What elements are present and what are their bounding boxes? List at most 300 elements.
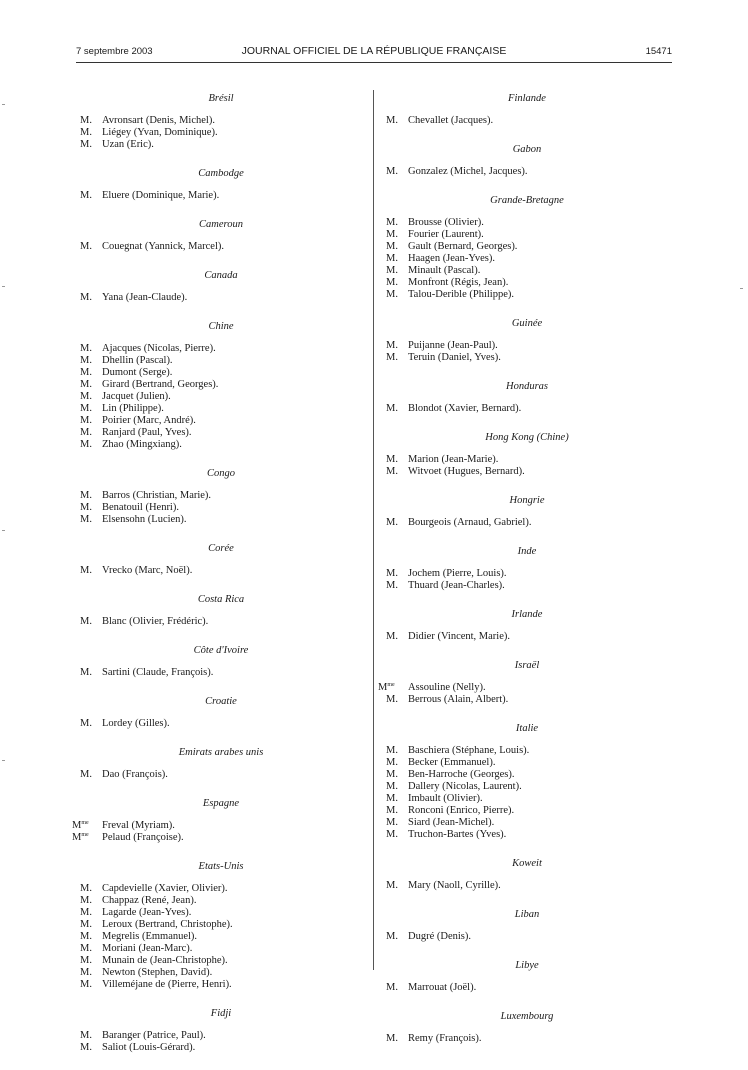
civility-title [80,955,102,967]
civility-abbrev: M. [386,781,398,792]
country-heading: Grande-Bretagne [490,195,564,206]
civility-abbrev: M. [386,769,398,780]
civility-title [80,667,102,679]
civility-title [80,115,102,127]
person-name: Jochem (Pierre, Louis). [408,568,507,579]
list-item [386,805,668,817]
country-heading: Croatie [205,696,237,707]
person-name: Minault (Pascal). [408,265,481,276]
civility-abbrev: M. [386,568,398,579]
person-name: Ajacques (Nicolas, Pierre). [102,343,216,354]
civility-abbrev: M. [80,427,92,438]
civility-abbrev: M. [386,880,398,891]
civility-abbrev: M [72,820,82,831]
person-name: Lin (Philippe). [102,403,164,414]
person-name: Yana (Jean-Claude). [102,292,188,303]
civility-title [386,817,408,829]
list-item [80,292,362,304]
civility-title [386,466,408,478]
person-name: Gault (Bernard, Georges). [408,241,518,252]
person-name: Girard (Bertrand, Georges). [102,379,219,390]
person-name: Ben-Harroche (Georges). [408,769,515,780]
list-item [80,343,362,355]
person-name: Baranger (Patrice, Paul). [102,1030,206,1041]
list-item [386,229,668,241]
entry-list [386,568,668,592]
person-name: Saliot (Louis-Gérard). [102,1042,196,1053]
civility-abbrev: M. [386,115,398,126]
civility-title [72,820,102,832]
civility-title [386,517,408,529]
civility-abbrev: M. [386,241,398,252]
civility-abbrev: M. [386,289,398,300]
civility-title [386,241,408,253]
list-item [386,289,668,301]
country-heading: Costa Rica [197,594,245,605]
list-item [378,682,668,694]
list-item [386,781,668,793]
civility-title [80,343,102,355]
civility-abbrev: M. [386,745,398,756]
civility-abbrev: M. [80,115,92,126]
civility-title [386,1033,408,1045]
person-name: Poirier (Marc, André). [102,415,196,426]
person-name: Dallery (Nicolas, Laurent). [408,781,522,792]
civility-title [80,1042,102,1054]
person-name: Bourgeois (Arnaud, Gabriel). [408,517,532,528]
civility-title [80,919,102,931]
list-item [80,1030,362,1042]
civility-abbrev: M. [80,979,92,990]
person-name: Elsensohn (Lucien). [102,514,187,525]
entry-list [386,880,668,892]
civility-title [386,805,408,817]
civility-title [386,217,408,229]
civility-abbrev: M. [80,895,92,906]
civility-title [80,367,102,379]
civility-title [386,745,408,757]
civility-abbrev: M. [386,352,398,363]
list-item [80,439,362,451]
entry-list [80,565,362,577]
civility-abbrev: M. [80,1042,92,1053]
journal-title: JOURNAL OFFICIEL DE LA RÉPUBLIQUE FRANÇAISE [241,45,507,57]
list-item [80,355,362,367]
person-name: Chappaz (René, Jean). [102,895,197,906]
civility-abbrev: M. [386,757,398,768]
person-name: Teruin (Daniel, Yves). [408,352,501,363]
country-heading: Inde [517,546,537,557]
person-name: Lagarde (Jean-Yves). [102,907,192,918]
civility-title [80,514,102,526]
list-item [80,502,362,514]
person-name: Siard (Jean-Michel). [408,817,495,828]
country-heading: Honduras [505,381,548,392]
list-item [80,391,362,403]
person-name: Witvoet (Hugues, Bernard). [408,466,525,477]
list-item [386,517,668,529]
civility-title [80,190,102,202]
person-name: Marion (Jean-Marie). [408,454,499,465]
scan-mark [2,760,5,761]
civility-title [80,943,102,955]
list-item [386,757,668,769]
country-heading: Emirats arabes unis [178,747,264,758]
list-item [386,880,668,892]
country-heading: Guinée [511,318,543,329]
civility-title [386,253,408,265]
list-item [386,817,668,829]
country-heading: Congo [206,468,235,479]
civility-abbrev: M. [80,616,92,627]
list-item [386,241,668,253]
civility-title [80,403,102,415]
list-item [80,769,362,781]
civility-abbrev: M. [386,580,398,591]
civility-abbrev: M. [386,217,398,228]
list-item [80,115,362,127]
list-item [72,820,362,832]
civility-abbrev: M. [80,379,92,390]
person-name: Uzan (Eric). [102,139,154,150]
country-heading: Cameroun [199,219,243,230]
person-name: Vrecko (Marc, Noël). [102,565,193,576]
list-item [386,115,668,127]
civility-superscript: me [81,820,89,826]
list-item [386,769,668,781]
person-name: Remy (François). [408,1033,482,1044]
civility-abbrev: M. [80,439,92,450]
list-item [386,931,668,943]
civility-abbrev: M. [386,1033,398,1044]
country-heading: Fidji [210,1008,232,1019]
list-item [386,277,668,289]
list-item [386,217,668,229]
civility-title [80,241,102,253]
person-name: Capdevielle (Xavier, Olivier). [102,883,228,894]
list-item [80,403,362,415]
person-name: Freval (Myriam). [102,820,175,831]
scan-mark [2,104,5,105]
civility-abbrev: M. [386,253,398,264]
civility-title [386,115,408,127]
list-item [80,718,362,730]
civility-title [80,292,102,304]
entry-list [80,883,362,991]
list-item [386,1033,668,1045]
civility-abbrev: M. [80,490,92,501]
list-item [80,415,362,427]
civility-title [386,781,408,793]
person-name: Becker (Emmanuel). [408,757,496,768]
civility-title [80,439,102,451]
entry-list [80,769,362,781]
civility-abbrev: M [72,832,82,843]
person-name: Dao (François). [102,769,168,780]
civility-title [386,229,408,241]
person-name: Berrous (Alain, Albert). [408,694,509,705]
list-item [386,352,668,364]
civility-title [80,979,102,991]
list-item [386,631,668,643]
list-item [80,931,362,943]
civility-title [386,265,408,277]
civility-abbrev: M. [80,919,92,930]
civility-title [80,1030,102,1042]
civility-abbrev: M. [386,931,398,942]
civility-abbrev: M. [80,343,92,354]
list-item [80,127,362,139]
person-name: Villeméjane de (Pierre, Henri). [102,979,232,990]
civility-abbrev: M. [386,694,398,705]
civility-abbrev: M. [80,391,92,402]
civility-abbrev: M. [80,931,92,942]
civility-title [80,967,102,979]
country-heading: Canada [204,270,238,281]
civility-title [80,127,102,139]
list-item [386,265,668,277]
civility-abbrev: M. [386,229,398,240]
list-item [80,427,362,439]
civility-abbrev: M. [386,982,398,993]
country-heading: Etats-Unis [198,861,244,872]
entry-list [386,1033,668,1045]
list-item [386,568,668,580]
entry-list [80,667,362,679]
civility-title [80,883,102,895]
civility-title [80,565,102,577]
list-item [80,955,362,967]
list-item [386,694,668,706]
list-item [386,340,668,352]
civility-title [80,427,102,439]
scan-mark [2,530,5,531]
civility-abbrev: M. [80,502,92,513]
civility-abbrev: M. [386,403,398,414]
country-heading: Cambodge [198,168,244,179]
list-item [80,883,362,895]
civility-abbrev: M. [80,883,92,894]
person-name: Avronsart (Denis, Michel). [102,115,215,126]
civility-abbrev: M. [80,415,92,426]
person-name: Lordey (Gilles). [102,718,170,729]
civility-title [80,355,102,367]
entry-list [386,517,668,529]
person-name: Couegnat (Yannick, Marcel). [102,241,224,252]
person-name: Liégey (Yvan, Dominique). [102,127,218,138]
person-name: Baschiera (Stéphane, Louis). [408,745,530,756]
civility-title [80,379,102,391]
entry-list [386,982,668,994]
civility-abbrev: M. [386,277,398,288]
list-item [80,919,362,931]
civility-title [80,139,102,151]
civility-title [386,352,408,364]
entry-list [80,490,362,526]
list-item [80,967,362,979]
civility-abbrev: M. [80,139,92,150]
person-name: Assouline (Nelly). [408,682,486,693]
civility-title [72,832,102,844]
civility-abbrev: M. [386,805,398,816]
person-name: Eluere (Dominique, Marie). [102,190,220,201]
entry-list [80,190,362,202]
civility-superscript: me [387,682,395,688]
list-item [386,466,668,478]
civility-abbrev: M. [386,631,398,642]
civility-abbrev: M. [386,817,398,828]
civility-title [386,568,408,580]
entry-list [386,217,668,301]
civility-title [386,277,408,289]
person-name: Leroux (Bertrand, Christophe). [102,919,233,930]
civility-abbrev: M. [80,127,92,138]
list-item [386,982,668,994]
civility-abbrev: M. [80,403,92,414]
person-name: Marrouat (Joël). [408,982,477,993]
country-heading: Brésil [208,93,234,104]
civility-title [386,829,408,841]
civility-title [386,403,408,415]
person-name: Mary (Naoll, Cyrille). [408,880,501,891]
list-item [80,979,362,991]
civility-title [80,718,102,730]
country-heading: Finlande [508,93,546,104]
person-name: Pelaud (Françoise). [102,832,184,843]
civility-title [80,391,102,403]
country-heading: Côte d'Ivoire [193,645,249,656]
civility-title [386,880,408,892]
left-column [72,92,362,1070]
civility-title [386,694,408,706]
civility-abbrev: M. [80,955,92,966]
right-column [378,92,668,1061]
entry-list [80,241,362,253]
civility-title [386,931,408,943]
list-item [80,514,362,526]
scan-mark [2,286,5,287]
civility-title [80,502,102,514]
civility-abbrev: M. [80,292,92,303]
civility-abbrev: M. [386,793,398,804]
civility-abbrev: M. [386,265,398,276]
list-item [386,580,668,592]
country-heading: Corée [208,543,234,554]
list-item [386,253,668,265]
list-item [80,367,362,379]
entry-list [386,340,668,364]
person-name: Didier (Vincent, Marie). [408,631,510,642]
civility-abbrev: M. [386,340,398,351]
country-heading: Israël [514,660,540,671]
country-heading: Koweit [512,858,542,869]
list-item [386,403,668,415]
person-name: Newton (Stephen, David). [102,967,213,978]
list-item [80,667,362,679]
page-number: 15471 [645,46,672,57]
country-heading: Espagne [202,798,240,809]
entry-list [80,718,362,730]
country-heading: Chine [208,321,234,332]
civility-title [386,631,408,643]
list-item [386,454,668,466]
person-name: Thuard (Jean-Charles). [408,580,505,591]
person-name: Gonzalez (Michel, Jacques). [408,166,528,177]
list-item [80,616,362,628]
person-name: Talou-Derible (Philippe). [408,289,514,300]
person-name: Dumont (Serge). [102,367,173,378]
civility-title [80,415,102,427]
person-name: Munain de (Jean-Christophe). [102,955,228,966]
list-item [386,829,668,841]
list-item [80,907,362,919]
civility-abbrev: M. [80,718,92,729]
civility-abbrev: M. [80,514,92,525]
person-name: Haagen (Jean-Yves). [408,253,495,264]
list-item [80,943,362,955]
person-name: Puijanne (Jean-Paul). [408,340,498,351]
civility-title [80,931,102,943]
person-name: Ranjard (Paul, Yves). [102,427,192,438]
entry-list [386,454,668,478]
person-name: Dugré (Denis). [408,931,471,942]
civility-title [386,793,408,805]
person-name: Sartini (Claude, François). [102,667,214,678]
civility-title [80,769,102,781]
civility-abbrev: M. [80,769,92,780]
civility-title [386,982,408,994]
person-name: Fourier (Laurent). [408,229,484,240]
person-name: Moriani (Jean-Marc). [102,943,193,954]
list-item [80,379,362,391]
person-name: Blanc (Olivier, Frédéric). [102,616,209,627]
civility-title [386,166,408,178]
country-heading: Hongrie [509,495,545,506]
civility-abbrev: M. [80,241,92,252]
country-heading: Libye [515,960,539,971]
civility-title [386,769,408,781]
scan-mark [740,288,743,289]
civility-abbrev: M. [80,565,92,576]
person-name: Dhellin (Pascal). [102,355,173,366]
civility-abbrev: M. [80,190,92,201]
civility-title [378,682,408,694]
header-date: 7 septembre 2003 [76,46,153,57]
entry-list [386,931,668,943]
civility-title [386,454,408,466]
person-name: Jacquet (Julien). [102,391,171,402]
civility-abbrev: M. [80,967,92,978]
person-name: Megrelis (Emmanuel). [102,931,198,942]
country-heading: Irlande [511,609,543,620]
civility-title [386,289,408,301]
civility-title [80,907,102,919]
civility-abbrev: M. [386,166,398,177]
list-item [80,139,362,151]
list-item [80,1042,362,1054]
person-name: Ronconi (Enrico, Pierre). [408,805,515,816]
civility-title [80,895,102,907]
civility-abbrev: M. [80,355,92,366]
entry-list [386,115,668,127]
civility-title [386,340,408,352]
header-rule [76,62,672,63]
entry-list [386,745,668,841]
person-name: Benatouil (Henri). [102,502,179,513]
civility-abbrev: M [378,682,388,693]
person-name: Chevallet (Jacques). [408,115,494,126]
list-item [80,565,362,577]
